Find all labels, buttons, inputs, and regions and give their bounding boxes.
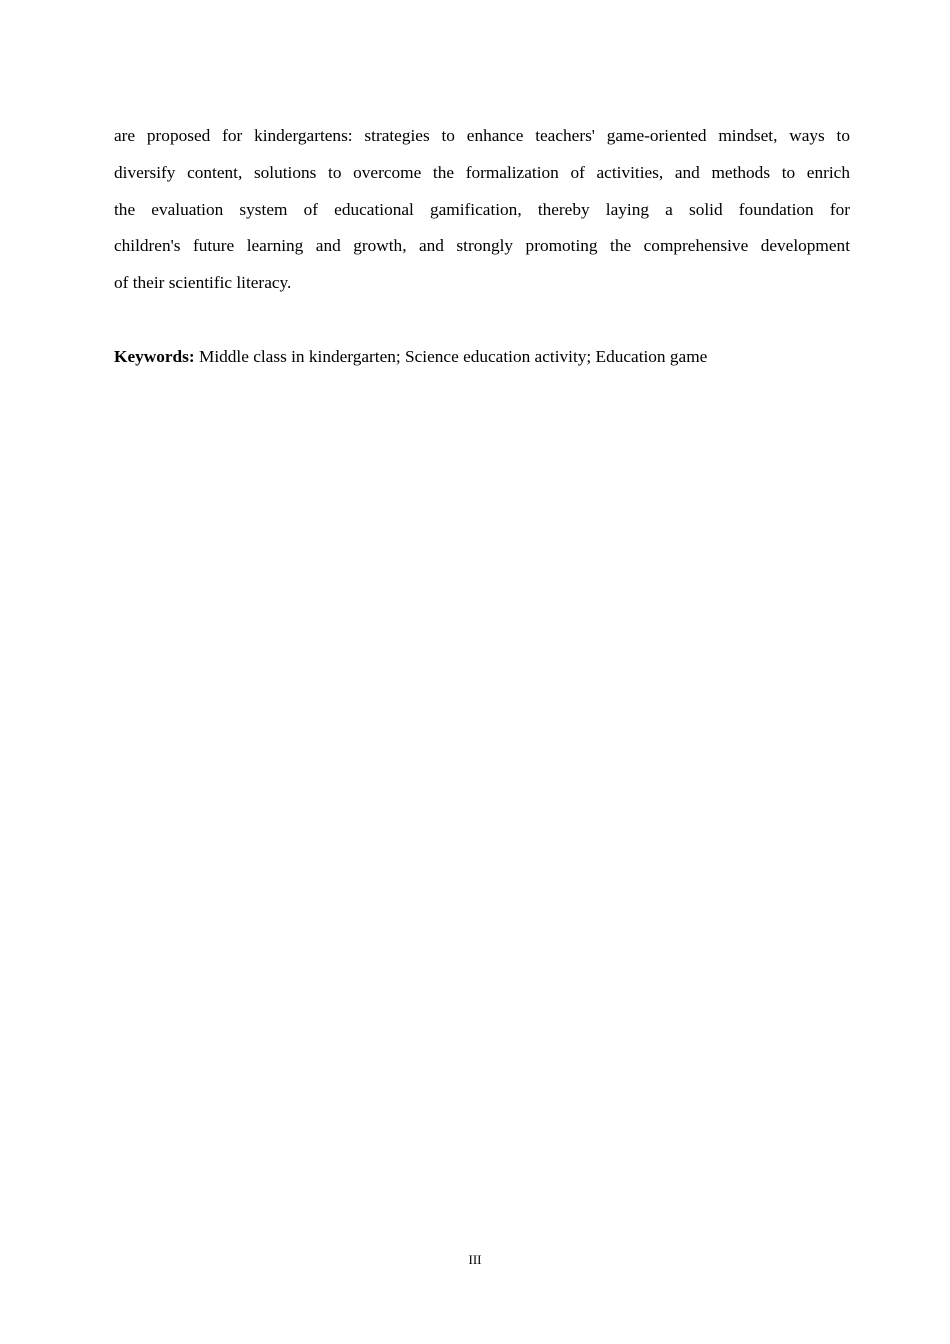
abstract-line: the evaluation system of educational gamification, thereby laying a solid foundation for xyxy=(114,199,850,219)
abstract-line: children's future learning and growth, and strongly promoting the comprehensive development xyxy=(114,236,850,256)
keywords-value: Middle class in kindergarten; Science education activity; Education game xyxy=(194,347,708,366)
page-number: III xyxy=(468,1252,482,1267)
keywords-label: Keywords: xyxy=(114,347,195,366)
abstract-line: diversify content, solutions to overcome the formalization of activities, and methods to enrich xyxy=(114,162,850,182)
abstract-line: are proposed for kindergartens: strategies to enhance teachers' game-oriented mindset, ways to xyxy=(114,126,850,145)
abstract-line: of their scientific literacy. xyxy=(114,273,292,293)
keywords-section xyxy=(114,340,850,374)
abstract-paragraph xyxy=(114,118,850,302)
